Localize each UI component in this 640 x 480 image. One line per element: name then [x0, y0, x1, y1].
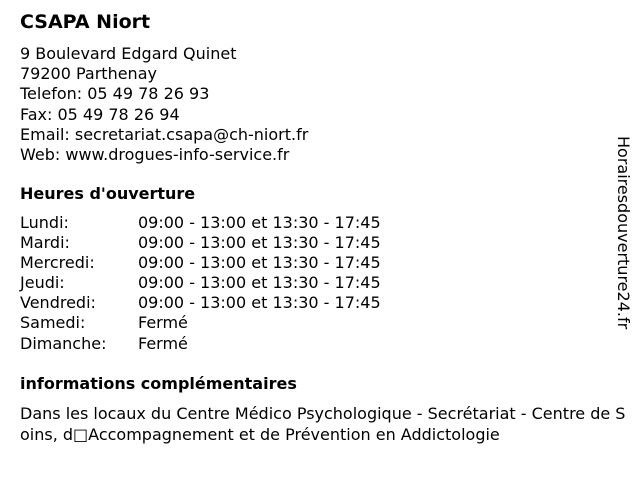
hours-day: Jeudi:	[20, 273, 65, 293]
fax-line: Fax: 05 49 78 26 94	[20, 104, 180, 124]
hours-day: Dimanche:	[20, 333, 107, 353]
hours-time: 09:00 - 13:00 et 13:30 - 17:45	[138, 213, 381, 232]
hours-day: Vendredi:	[20, 293, 96, 313]
hours-day: Lundi:	[20, 213, 69, 232]
address-street: 9 Boulevard Edgard Quinet	[20, 44, 237, 63]
additional-info-heading: informations complémentaires	[20, 374, 297, 393]
hours-time: 09:00 - 13:00 et 13:30 - 17:45	[138, 233, 381, 253]
hours-time: 09:00 - 13:00 et 13:30 - 17:45	[138, 253, 381, 273]
hours-time: Fermé	[138, 333, 188, 353]
hours-time: Fermé	[138, 313, 188, 333]
hours-time: 09:00 - 13:00 et 13:30 - 17:45	[138, 293, 381, 313]
watermark-text: Horairesdouverture24.fr	[614, 136, 633, 330]
hours-day: Mercredi:	[20, 253, 95, 273]
contact-block	[20, 44, 308, 165]
hours-day: Mardi:	[20, 233, 70, 253]
address-city: 79200 Parthenay	[20, 64, 157, 84]
web-line: Web: www.drogues-info-service.fr	[20, 144, 290, 164]
hours-time: 09:00 - 13:00 et 13:30 - 17:45	[138, 273, 381, 293]
additional-info-text: Dans les locaux du Centre Médico Psychologique - Secrétariat - Centre de Soins, d□Accompagnement et de Prévention en Addictologie	[20, 404, 626, 444]
opening-hours-heading: Heures d'ouverture	[20, 184, 196, 203]
email-line: Email: secretariat.csapa@ch-niort.fr	[20, 124, 309, 144]
phone-line: Telefon: 05 49 78 26 93	[20, 84, 210, 104]
page-title: CSAPA Niort	[20, 11, 151, 33]
hours-day: Samedi:	[20, 313, 86, 333]
